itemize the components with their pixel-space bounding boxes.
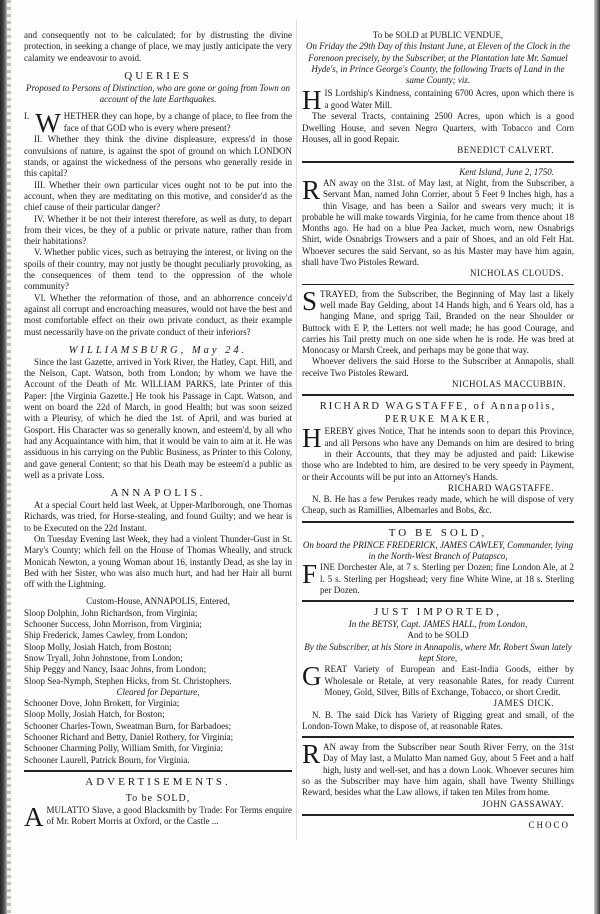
query-2: II. Whether they think the divine displeasure, express'd in those convulsions of nature, is against the spot of ground on which LONDON stands, or against the wickedness of the persons who generally reside in this capital? bbox=[24, 134, 292, 179]
dick-goods-ad bbox=[302, 661, 574, 732]
tracts-paragraph: The several Tracts, containing 2500 Acres, upon which is a good Dwelling House, and seven Negro Quarters, with Tobacco and Corn Houses, all in good Repair. bbox=[302, 111, 574, 145]
kent-island-dateline: Kent Island, June 2, 1750. bbox=[459, 166, 554, 177]
drop-cap-s: S bbox=[302, 285, 318, 316]
entered-ship: Ship Frederick, James Cawley, from London; bbox=[24, 630, 188, 641]
annapolis-heading: ANNAPOLIS. bbox=[110, 487, 206, 500]
prince-frederick-line: On board the PRINCE FREDERICK, JAMES CAWLEY, Commander, lying in the North-West Branch of Patapsco, bbox=[302, 539, 574, 561]
signature-maccubbin: NICHOLAS MACCUBBIN. bbox=[451, 379, 566, 390]
cleared-ship: Schooner Charles-Town, Sweatman Burn, for Barbadoes; bbox=[24, 720, 232, 731]
ale-ad bbox=[302, 559, 574, 596]
williamsburg-article: Since the last Gazette, arrived in York River, the Hatley, Capt. Hill, and the Nelson, Capt. Watson, both from London; by whom we have the Account of the Death of Mr. WILLIAM PARKS, late Printer of this Paper: [the Virginia Gazette.] He took his Passage in Capt. Watson, and went on board the 22d of March, in good Health; but was soon seized with a Pleurisy, of which he died the 1st. of April, and was buried at Gosport. His Character was so generally known, and esteem'd, by all who had any Acquaintance with him, that it would be vain to aim at it. He was assiduous in his carrying on the Public Business, as Printer to this Colony, and gave general Content; so that his Death may be esteem'd a public as well as a private Loss. bbox=[24, 356, 292, 480]
cleared-ship: Schooner Charming Polly, William Smith, for Virginia; bbox=[24, 743, 224, 754]
cleared-ship: Sloop Molly, Josiah Hatch, for Boston; bbox=[24, 709, 165, 720]
court-news: At a special Court held last Week, at Upper-Marlborough, one Thomas Richards, was tried, for Horse-stealing, and found Guilty; and we hear is to be Executed on the 22d Instant. bbox=[24, 500, 292, 533]
divider-rule bbox=[302, 600, 574, 602]
queries-subtitle: Proposed to Persons of Distinction, who are gone or going from Town on account of the late Earthquakes. bbox=[26, 82, 290, 105]
advertisements-heading: ADVERTISEMENTS. bbox=[85, 775, 231, 788]
drop-cap-w: W bbox=[35, 108, 61, 139]
entered-ship: Snow Tryall, John Johnstone, from London; bbox=[24, 652, 183, 663]
entered-ship: Sloop Molly, Josiah Hatch, from Boston; bbox=[24, 641, 172, 652]
scan-edge-left bbox=[0, 0, 7, 914]
thunder-news: On Tuesday Evening last Week, they had a violent Thunder-Gust in St. Mary's County; which fell on the House of Thomas Wheally, and struck Monicah Newton, a young Woman about 16, instantly Dead, as she lay in Bed with her Sister, who was also much hurt, and had her Hair all burnt off with the Lightning. bbox=[24, 533, 292, 590]
divider-rule bbox=[302, 521, 574, 523]
drop-cap-h: H bbox=[302, 85, 322, 116]
runaway-guy-text: AN away from the Subscriber near South River Ferry, on the 31st Day of May last, a Mulatto Man named Guy, about 5 Feet and a half high, lusty and well-set, and has a down Look. Whoever secures him so as the Subscriber may have him again, shall have Twenty Shillings Reward, besides what the Law allows, if taken ten Miles from home. bbox=[302, 742, 574, 798]
queries-list bbox=[24, 108, 292, 337]
intro-text: and consequently not to be calculated; for by distrusting the divine protection, in seeking a change of place, we may justly anticipate the very calamity we endeavour to avoid. bbox=[24, 30, 292, 63]
lordship-text: IS Lordship's Kindness, containing 6700 Acres, upon which there is a good Water Mill. bbox=[324, 88, 574, 110]
drop-cap-f: F bbox=[302, 559, 318, 590]
ale-ad-text: INE Dorchester Ale, at 7 s. Sterling per Dozen; fine London Ale, at 2 l. 5 s. Sterling per Hogshead; very fine White Wine, at 18 s. Sterling per Dozen. bbox=[320, 562, 574, 595]
strayed-horse-ad bbox=[302, 285, 574, 391]
wagstaffe-heading: RICHARD WAGSTAFFE, of Annapolis, bbox=[319, 401, 557, 413]
dick-nb: N. B. The said Dick has Variety of Rigging great and small, of the London-Town Make, to dispose of, at reasonable Rates. bbox=[302, 709, 574, 731]
divider-rule bbox=[24, 770, 292, 772]
subscriber-store-line: By the Subscriber, at his Store in Annapolis, where Mr. Robert Swan lately kept Store, bbox=[304, 641, 572, 664]
query-1-text: HETHER they can hope, by a change of place, to flee from the face of that GOD who is every where present? bbox=[63, 111, 292, 133]
column-divider bbox=[296, 20, 297, 840]
signature-calvert: BENEDICT CALVERT. bbox=[457, 145, 554, 156]
cleared-heading: Cleared for Departure, bbox=[116, 686, 200, 697]
hereby-text: EREBY gives Notice, That he intends soon to depart this Province, and all Persons who have any Demands on him are desired to bring in their Accounts, that they may be adjusted and paid: Likewise those who are Indebted to him, are desired to be very speedy in Payment, or their Accounts will be put into an Attorney's Hands. bbox=[302, 426, 574, 482]
query-4: IV. Whether it be not their interest therefore, as well as duty, to depart from their vices, be they of a public or private nature, rather than from their habitations? bbox=[24, 213, 292, 247]
query-1-number: I. bbox=[24, 111, 30, 122]
mulatto-ad bbox=[24, 801, 292, 832]
divider-rule bbox=[302, 394, 574, 396]
right-column bbox=[302, 30, 574, 831]
signature-dick: JAMES DICK. bbox=[493, 698, 554, 709]
query-3: III. Whether their own particular vices ought not to be put into the account, when they are meditating on this motive, and consider'd as the chief cause of their particular danger? bbox=[24, 179, 292, 213]
strayed-text: TRAYED, from the Subscriber, the Beginning of May last a likely well made Bay Gelding, about 14 Hands high, and 6 Years old, has a hanging Mane, and sprigg Tail, Branded on the near Shoulder or Buttock with E P, the Letters not well made; he has good Courage, and carries his Tail pretty much on one side when he is rode. He was bred at Monocasy or Marsh Creek, and perhaps may be gone that way. bbox=[302, 288, 574, 356]
drop-cap-r: R bbox=[302, 739, 321, 770]
wagstaffe-notice bbox=[302, 423, 574, 516]
divider-rule bbox=[302, 814, 574, 816]
divider-rule bbox=[302, 736, 574, 738]
left-column bbox=[24, 30, 292, 832]
goods-text: REAT Variety of European and East-India Goods, either by Wholesale or Retale, at very reasonable Rates, for ready Current Money, Gold, Silver, Bills of Exchange, Tobacco, or short Credit. bbox=[324, 664, 574, 697]
to-be-sold-heading: TO BE SOLD, bbox=[388, 526, 488, 539]
query-6: VI. Whether the reformation of those, and an abhorrence conceiv'd against all corrupt and encroaching measures, would not have the best and most comfortable effect on their own private conduct, as their example must necessarily have on the private conduct of their inferiors? bbox=[24, 292, 292, 337]
runaway-guy-ad bbox=[302, 739, 574, 810]
strayed-reward: Whoever delivers the said Horse to the Subscriber at Annapolis, shall receive Two Pistoles Reward. bbox=[302, 356, 574, 378]
drop-cap-r: R bbox=[302, 174, 321, 205]
catchword: CHOCO bbox=[528, 819, 570, 830]
vendue-intro: On Friday the 29th Day of this Instant June, at Eleven of the Clock in the Forenoon precisely, by the Subscriber, at the Plantation late Mr. Samuel Hyde's, in Prince George's County, the following Tracts of Land in the same County; viz. bbox=[306, 41, 570, 86]
peruke-maker-heading: PERUKE MAKER, bbox=[384, 414, 491, 426]
entered-ship: Sloop Dolphin, John Richardson, from Virginia; bbox=[24, 607, 198, 618]
wagstaffe-nb: N. B. He has a few Perukes ready made, which he will dispose of very Cheap, such as Ramillies, Albemarles and Bobs, &c. bbox=[302, 494, 574, 516]
divider-rule bbox=[302, 284, 574, 285]
and-to-be-sold-line: And to be SOLD bbox=[407, 630, 469, 641]
signature-clouds: NICHOLAS CLOUDS. bbox=[469, 268, 564, 279]
williamsburg-heading: WILLIAMSBURG, May 24. bbox=[68, 344, 248, 356]
drop-cap-a: A bbox=[24, 801, 44, 832]
entered-ship: Schooner Success, John Morrison, from Virginia; bbox=[24, 619, 202, 630]
cleared-ship: Schooner Richard and Betty, Daniel Rothery, for Virginia; bbox=[24, 732, 234, 743]
runaway-servant-text: AN away on the 31st. of May last, at Night, from the Subscriber, a Servant Man, named John Corrier, about 5 Feet 9 Inches high, has a thin Visage, and has been a Sailor and swears very much; it is probable he will make towards Virginia, for he came from thence about 18 Months ago. He had on a blue Pea Jacket, much worn, new Osnabrigs Shirt, wide Osnabrigs Trowsers and a pair of Shoes, and an old Felt Hat. Whoever secures the said Servant, so as his Master may have him again, shall have Two Pistoles Reward. bbox=[302, 177, 574, 268]
drop-cap-h: H bbox=[302, 423, 322, 454]
mulatto-ad-text: MULATTO Slave, a good Blacksmith by Trade: For Terms enquire of Mr. Robert Morris at Oxford, or the Castle ... bbox=[46, 804, 292, 827]
to-be-sold-heading: To be SOLD, bbox=[125, 792, 191, 804]
query-1 bbox=[24, 108, 292, 139]
signature-gassaway: JOHN GASSAWAY. bbox=[482, 798, 564, 809]
divider-rule bbox=[302, 161, 574, 163]
runaway-servant-ad bbox=[302, 174, 574, 280]
just-imported-heading: JUST IMPORTED, bbox=[374, 606, 502, 619]
custom-house-heading: Custom-House, ANNAPOLIS, Entered, bbox=[86, 596, 230, 607]
cleared-ship: Schooner Laurell, Patrick Bourn, for Virginia. bbox=[24, 754, 190, 765]
entered-ship: Ship Peggy and Nancy, Isaac Johns, from London; bbox=[24, 664, 207, 675]
cleared-ship: Schooner Dove, John Brokett, for Virginia; bbox=[24, 698, 180, 709]
query-5: V. Whether public vices, such as betraying the interest, or living on the spoils of their country, may not justly be thought peculiarly provoking, as the consequences of them tend to the oppression of the whole community? bbox=[24, 247, 292, 292]
scan-edge-texture bbox=[7, 0, 11, 914]
queries-title: QUERIES bbox=[124, 69, 192, 82]
lordship-paragraph bbox=[302, 85, 574, 116]
entered-ship: Sloop Sea-Nymph, Stephen Hicks, from St. Christophers. bbox=[24, 675, 232, 686]
drop-cap-g: G bbox=[302, 661, 322, 692]
shipping-list bbox=[24, 608, 292, 766]
betsy-line: In the BETSY, Capt. JAMES HALL, from London, bbox=[348, 619, 528, 630]
scan-edge-right bbox=[594, 0, 600, 914]
vendue-heading: To be SOLD at PUBLIC VENDUE, bbox=[372, 30, 504, 40]
signature-wagstaffe: RICHARD WAGSTAFFE. bbox=[447, 482, 554, 493]
